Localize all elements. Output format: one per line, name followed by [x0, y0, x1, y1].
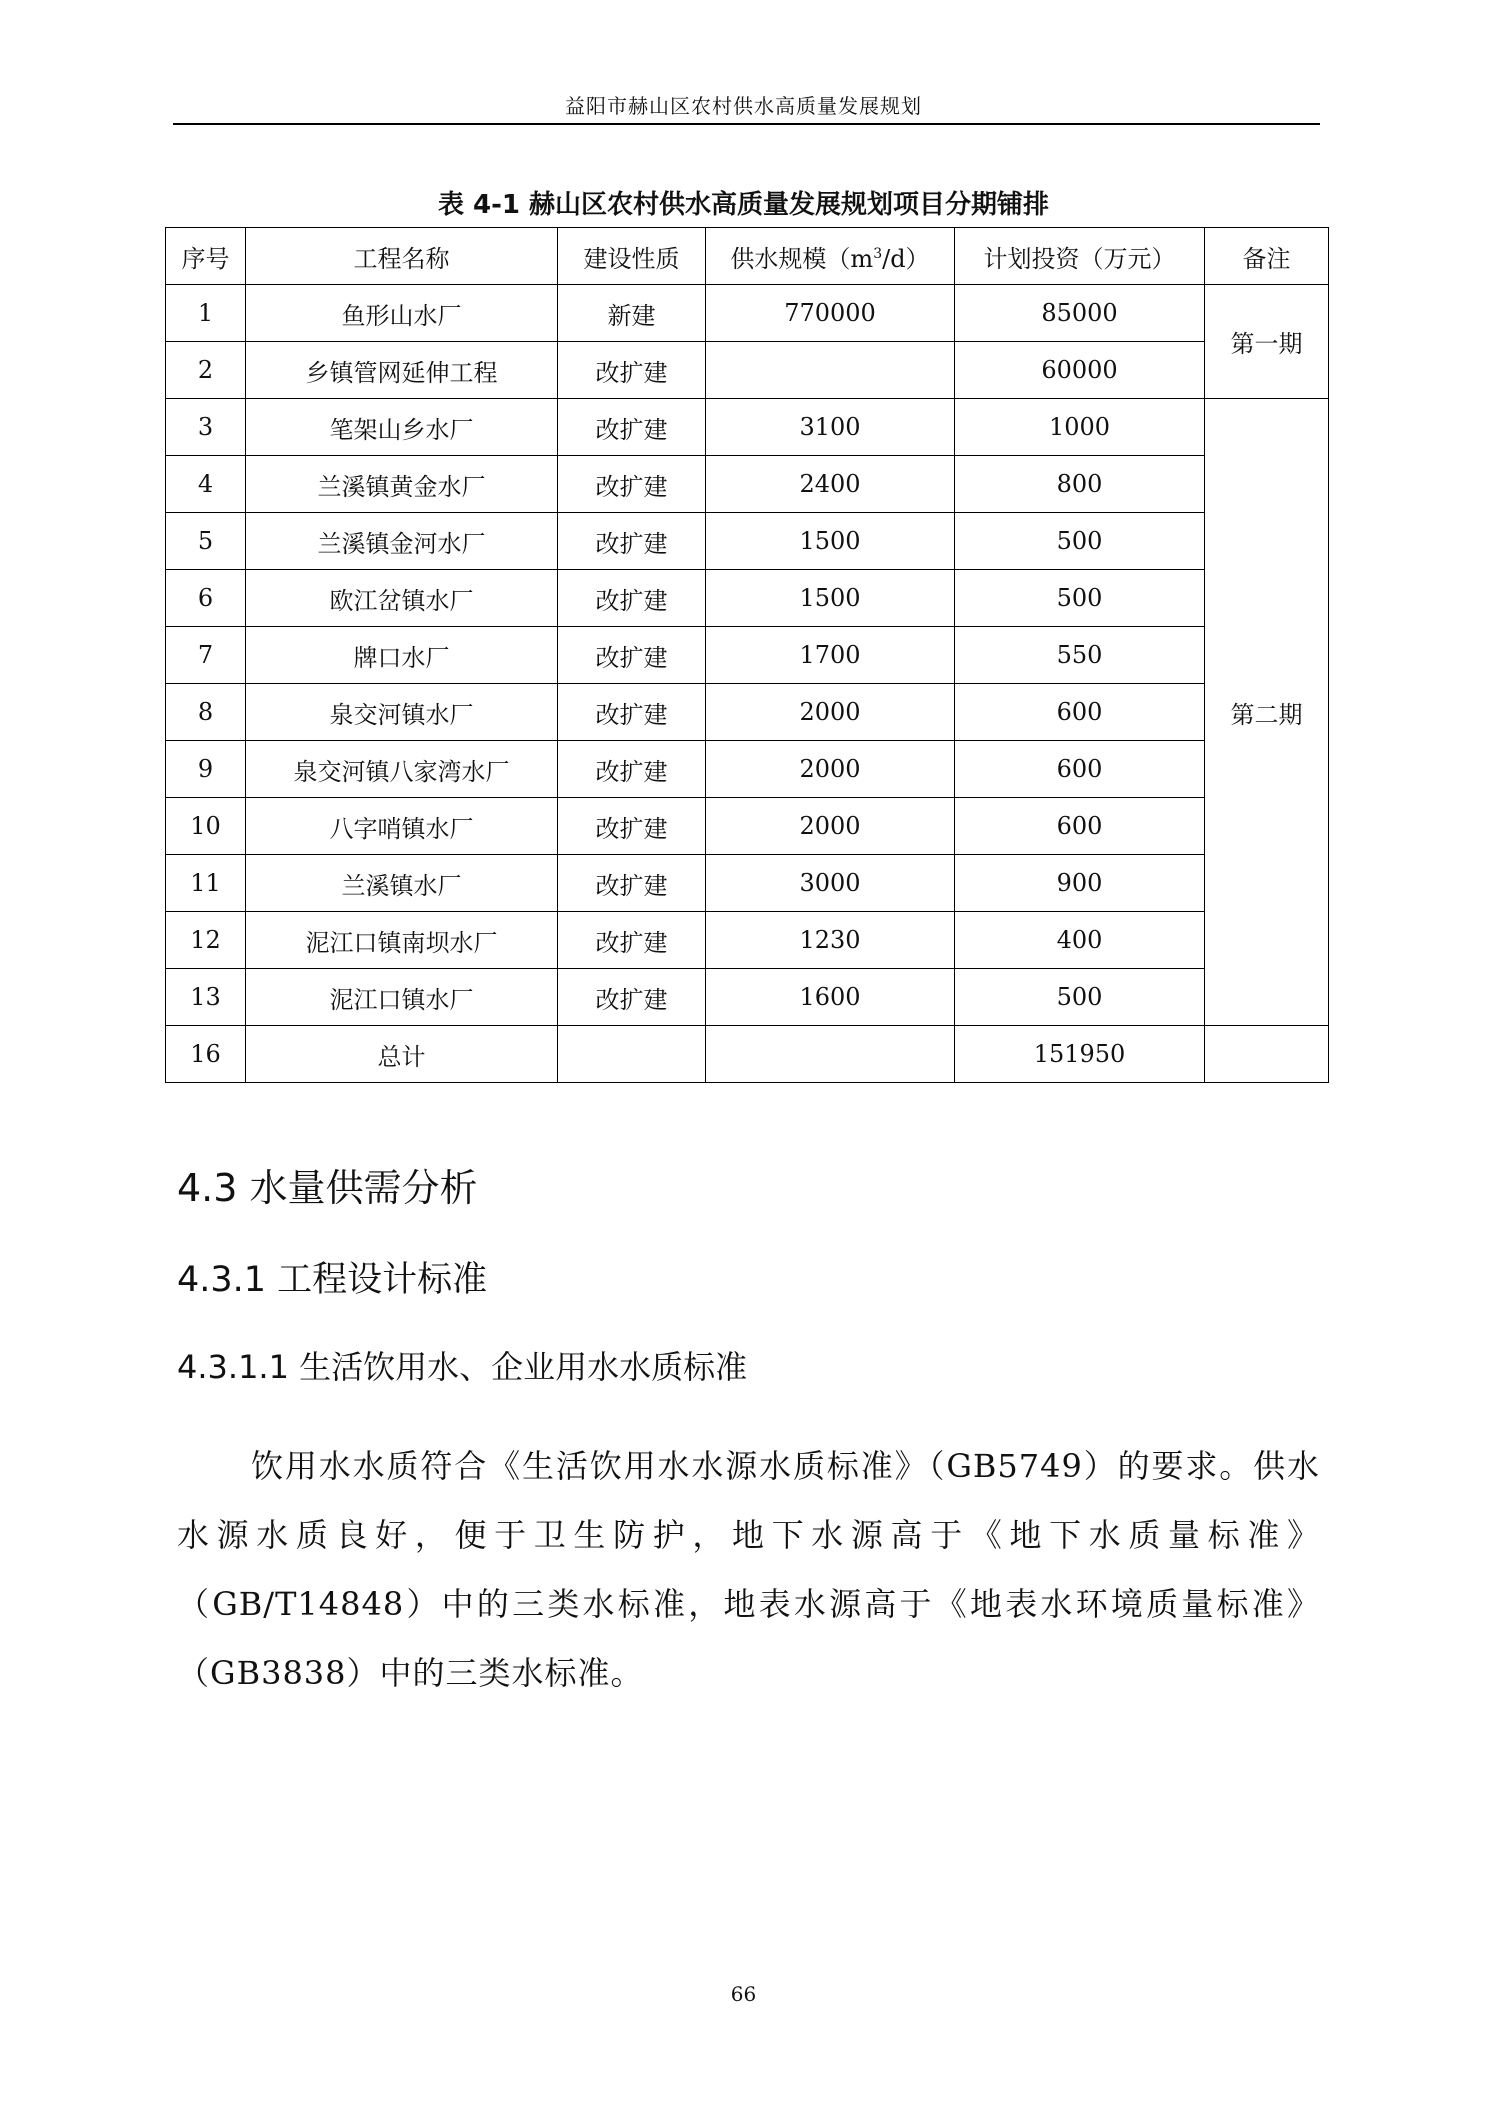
- cell-name: 泥江口镇水厂: [246, 969, 558, 1026]
- table-row: [166, 342, 1329, 399]
- cell-name: 笔架山乡水厂: [246, 399, 558, 456]
- total-cell-invest: 151950: [955, 1026, 1205, 1083]
- cell-type: 改扩建: [558, 741, 706, 798]
- subsubsection-heading: 4.3.1.1 生活饮用水、企业用水水质标准: [177, 1348, 748, 1386]
- scale-header-suffix: /d）: [882, 244, 930, 273]
- cell-no: 5: [166, 513, 246, 570]
- cell-scale: 2000: [706, 798, 955, 855]
- table-row: [166, 912, 1329, 969]
- cell-type: 改扩建: [558, 684, 706, 741]
- total-cell-name: 总计: [246, 1026, 558, 1083]
- cell-scale: 1500: [706, 513, 955, 570]
- cell-name: 兰溪镇金河水厂: [246, 513, 558, 570]
- cell-scale: 770000: [706, 285, 955, 342]
- table-row: [166, 513, 1329, 570]
- cell-name: 泉交河镇水厂: [246, 684, 558, 741]
- cell-scale: 2000: [706, 741, 955, 798]
- cell-invest: 600: [955, 798, 1205, 855]
- table-row: [166, 855, 1329, 912]
- cell-no: 7: [166, 627, 246, 684]
- running-header: 益阳市赫山区农村供水高质量发展规划: [565, 94, 922, 118]
- col-header-scale: [706, 228, 955, 285]
- table-row: [166, 627, 1329, 684]
- table-row: [166, 399, 1329, 456]
- cell-type: 改扩建: [558, 855, 706, 912]
- table-body: [166, 285, 1329, 1083]
- cell-invest: 400: [955, 912, 1205, 969]
- cell-name: 泉交河镇八家湾水厂: [246, 741, 558, 798]
- cell-name: 鱼形山水厂: [246, 285, 558, 342]
- cell-invest: 600: [955, 684, 1205, 741]
- scale-header-prefix: 供水规模（m: [730, 244, 874, 273]
- cell-no: 1: [166, 285, 246, 342]
- cell-type: 新建: [558, 285, 706, 342]
- body-paragraph: 饮用水水质符合《生活饮用水水源水质标准》（GB5749）的要求。供水水源水质良好，便于卫生防护，地下水源高于《地下水质量标准》（GB/T14848）中的三类水标准，地表水源高于《地表水环境质量标准》（GB3838）中的三类水标准。: [177, 1447, 1320, 1692]
- cell-invest: 500: [955, 513, 1205, 570]
- cell-invest: 900: [955, 855, 1205, 912]
- cell-invest: 600: [955, 741, 1205, 798]
- table-row: [166, 741, 1329, 798]
- cell-invest: 1000: [955, 399, 1205, 456]
- col-header-invest: 计划投资（万元）: [955, 228, 1205, 285]
- cell-scale: 2000: [706, 684, 955, 741]
- cell-type: 改扩建: [558, 969, 706, 1026]
- col-header-no: 序号: [166, 228, 246, 285]
- cell-type: 改扩建: [558, 798, 706, 855]
- cell-name: 泥江口镇南坝水厂: [246, 912, 558, 969]
- cell-scale: 1500: [706, 570, 955, 627]
- col-header-name: 工程名称: [246, 228, 558, 285]
- cell-type: 改扩建: [558, 399, 706, 456]
- cell-scale: 3000: [706, 855, 955, 912]
- cell-type: 改扩建: [558, 627, 706, 684]
- page-number: 66: [730, 1982, 757, 2006]
- cell-invest: 500: [955, 570, 1205, 627]
- col-header-remark: 备注: [1205, 228, 1329, 285]
- cell-no: 10: [166, 798, 246, 855]
- cell-name: 兰溪镇黄金水厂: [246, 456, 558, 513]
- table-row: [166, 969, 1329, 1026]
- total-cell-remark: [1205, 1026, 1329, 1083]
- cell-invest: 500: [955, 969, 1205, 1026]
- cell-no: 8: [166, 684, 246, 741]
- cell-invest: 800: [955, 456, 1205, 513]
- total-row: [166, 1026, 1329, 1083]
- cell-name: 欧江岔镇水厂: [246, 570, 558, 627]
- header-rule: [173, 123, 1320, 125]
- table-row: [166, 684, 1329, 741]
- cell-invest: 60000: [955, 342, 1205, 399]
- section-heading: 4.3 水量供需分析: [177, 1166, 478, 1210]
- phase1-remark: 第一期: [1205, 285, 1329, 399]
- cell-no: 4: [166, 456, 246, 513]
- cell-name: 乡镇管网延伸工程: [246, 342, 558, 399]
- total-cell-type: [558, 1026, 706, 1083]
- phase2-remark: 第二期: [1205, 399, 1329, 1026]
- cell-scale: 3100: [706, 399, 955, 456]
- cell-name: 兰溪镇水厂: [246, 855, 558, 912]
- total-cell-no: 16: [166, 1026, 246, 1083]
- phasing-table: [165, 227, 1329, 1083]
- cell-no: 6: [166, 570, 246, 627]
- cell-no: 2: [166, 342, 246, 399]
- cell-no: 11: [166, 855, 246, 912]
- cell-no: 3: [166, 399, 246, 456]
- cell-name: 八字哨镇水厂: [246, 798, 558, 855]
- cell-type: 改扩建: [558, 513, 706, 570]
- cell-scale: 1700: [706, 627, 955, 684]
- cell-no: 9: [166, 741, 246, 798]
- cell-invest: 85000: [955, 285, 1205, 342]
- cell-invest: 550: [955, 627, 1205, 684]
- total-cell-scale: [706, 1026, 955, 1083]
- cell-no: 12: [166, 912, 246, 969]
- table-row: [166, 570, 1329, 627]
- scale-header-superscript: 3: [873, 245, 883, 262]
- table-row: [166, 285, 1329, 342]
- cell-type: 改扩建: [558, 456, 706, 513]
- col-header-type: 建设性质: [558, 228, 706, 285]
- cell-name: 牌口水厂: [246, 627, 558, 684]
- cell-scale: [706, 342, 955, 399]
- cell-type: 改扩建: [558, 570, 706, 627]
- cell-scale: 2400: [706, 456, 955, 513]
- table-caption: 表 4-1 赫山区农村供水高质量发展规划项目分期铺排: [437, 190, 1050, 220]
- table-row: [166, 798, 1329, 855]
- cell-type: 改扩建: [558, 342, 706, 399]
- cell-scale: 1600: [706, 969, 955, 1026]
- cell-no: 13: [166, 969, 246, 1026]
- table-header-row: [166, 228, 1329, 285]
- table-row: [166, 456, 1329, 513]
- cell-type: 改扩建: [558, 912, 706, 969]
- cell-scale: 1230: [706, 912, 955, 969]
- subsection-heading: 4.3.1 工程设计标准: [177, 1260, 488, 1300]
